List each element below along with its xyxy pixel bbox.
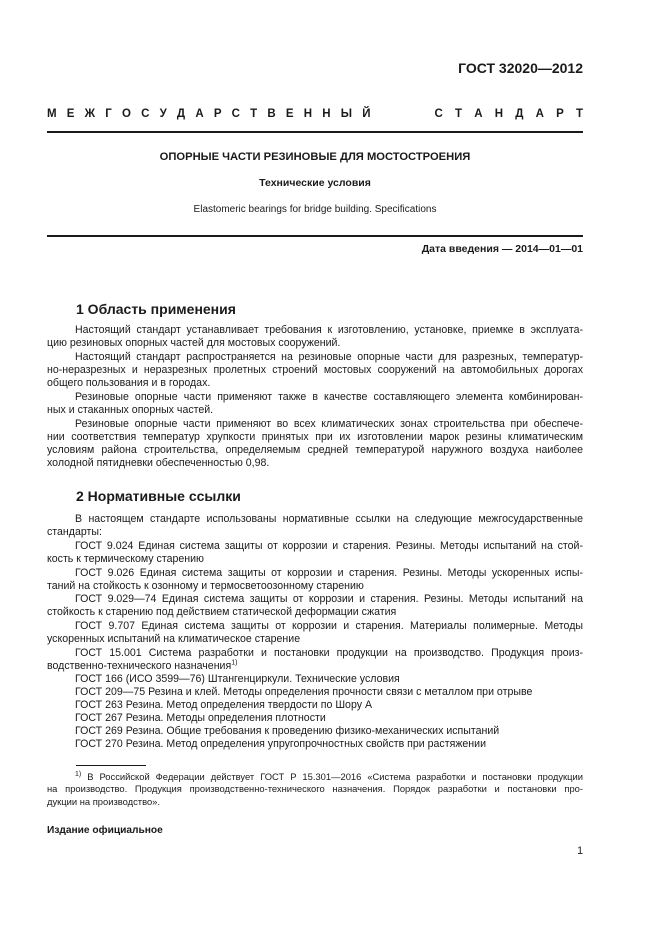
document-number: ГОСТ 32020—2012 [458, 60, 583, 76]
text-line: ных и стаканных опорных частей. [47, 404, 214, 417]
english-title: Elastomeric bearings for bridge building. Specifications [193, 204, 437, 215]
reference-list-short [47, 673, 583, 752]
text-line: стандарты: [47, 526, 102, 539]
scope-paragraph-4 [47, 418, 583, 470]
section-heading-references: 2 Нормативные ссылки [76, 488, 241, 504]
footnote-mark: 1) [75, 770, 82, 778]
footnote-rule [76, 765, 146, 766]
footnote [47, 771, 583, 808]
scope-paragraph-1 [47, 324, 583, 350]
scope-paragraph-3 [47, 391, 583, 417]
text-line: Резиновые опорные части применяют также в качестве составляющего элемента комбинирован- [75, 391, 583, 403]
text-line: ГОСТ 9.026 Единая система защиты от коррозии и старения. Резины. Методы ускоренных испы- [75, 567, 583, 579]
reference-item: ГОСТ 263 Резина. Метод определения твердости по Шору А [75, 699, 373, 712]
text-line: кость к термическому старению [47, 553, 204, 566]
text-line: ГОСТ 15.001 Система разработки и постановки продукции на производство. Продукция произ- [75, 647, 583, 659]
text-line: условиям района строительства, определяемым средней температурой наружного воздуха наиболее [47, 444, 583, 457]
section-heading-scope: 1 Область применения [76, 301, 236, 317]
reference-item [47, 593, 583, 619]
text-line: холодной пятидневки обеспеченностью 0,98. [47, 457, 270, 470]
text-line: ГОСТ 9.024 Единая система защиты от коррозии и старения. Резины. Методы испытаний на стой- [75, 540, 583, 552]
text-line: В настоящем стандарте использованы нормативные ссылки на следующие межгосударственные [75, 513, 583, 525]
reference-item: ГОСТ 209—75 Резина и клей. Методы определения прочности связи с металлом при отрыве [75, 686, 533, 699]
text-line: ускоренных испытаний на климатическое старение [47, 633, 301, 646]
document-title: ОПОРНЫЕ ЧАСТИ РЕЗИНОВЫЕ ДЛЯ МОСТОСТРОЕНИЯ [159, 151, 471, 163]
interstate-standard-banner [47, 107, 583, 121]
footnote-line: дукции на производство». [47, 795, 160, 807]
reference-item [47, 620, 583, 646]
references-intro [47, 513, 583, 539]
footnote-line [47, 771, 583, 783]
text-line: Резиновые опорные части применяют во всех климатических зонах строительства при обеспече- [75, 418, 583, 430]
footnote-reference: 1) [231, 659, 238, 667]
reference-item: ГОСТ 269 Резина. Общие требования к проведению физико-механических испытаний [75, 725, 500, 738]
text-line: Настоящий стандарт распространяется на резиновые опорные части для разрезных, температур- [75, 351, 583, 363]
reference-item [47, 647, 583, 673]
reference-item: ГОСТ 267 Резина. Методы определения плотности [75, 712, 326, 725]
text-line: нии соответствия температур хрупкости принятых при их изготовлении марок резины климатическим [47, 431, 583, 444]
introduction-date: Дата введения — 2014—01—01 [421, 243, 583, 255]
reference-item [47, 540, 583, 566]
reference-item: ГОСТ 166 (ИСО 3599—76) Штангенциркули. Технические условия [75, 673, 400, 685]
text-line: ГОСТ 9.029—74 Единая система защиты от коррозии и старения. Резины. Методы испытаний на [75, 593, 583, 605]
page-number: 1 [577, 845, 583, 857]
footnote-line: на производство. Продукция производственно-технического назначения. Порядок разработки и постановки про- [47, 783, 583, 795]
text-line: таний на стойкость к озонному и термосветоозонному старению [47, 580, 364, 593]
text-line: ГОСТ 9.707 Единая система защиты от коррозии и старения. Материалы полимерные. Методы [75, 620, 583, 632]
official-edition-label: Издание официальное [47, 825, 163, 836]
text-fragment: водственно-технического назначения [47, 660, 232, 673]
text-line: стойкость к старению под действием статической деформации сжатия [47, 606, 397, 619]
reference-item: ГОСТ 270 Резина. Метод определения упругопрочностных свойств при растяжении [75, 738, 486, 751]
text-line: цию резиновых опорных частей для мостовых сооружений. [47, 337, 341, 350]
text-line: Настоящий стандарт устанавливает требования к изготовлению, установке, приемке в эксплуата- [75, 324, 583, 336]
scope-paragraph-2 [47, 351, 583, 390]
text-line [47, 660, 583, 673]
document-subtitle: Технические условия [259, 177, 371, 189]
header-rule [47, 131, 583, 133]
interstate-word: М Е Ж Г О С У Д А Р С Т В Е Н Н Ы Й [47, 108, 371, 120]
text-line: но-неразрезных и неразрезных пролетных строений мостовых сооружений на автомобильных дорогах [47, 364, 583, 377]
title-rule [47, 235, 583, 237]
reference-item [47, 567, 583, 593]
text-line: общего пользования и в городах. [47, 377, 211, 390]
standard-word: С Т А Н Д А Р Т [434, 108, 583, 120]
text-fragment: В Российской Федерации действует ГОСТ Р 15.301—2016 «Система разработки и постановки продукции [87, 771, 583, 782]
